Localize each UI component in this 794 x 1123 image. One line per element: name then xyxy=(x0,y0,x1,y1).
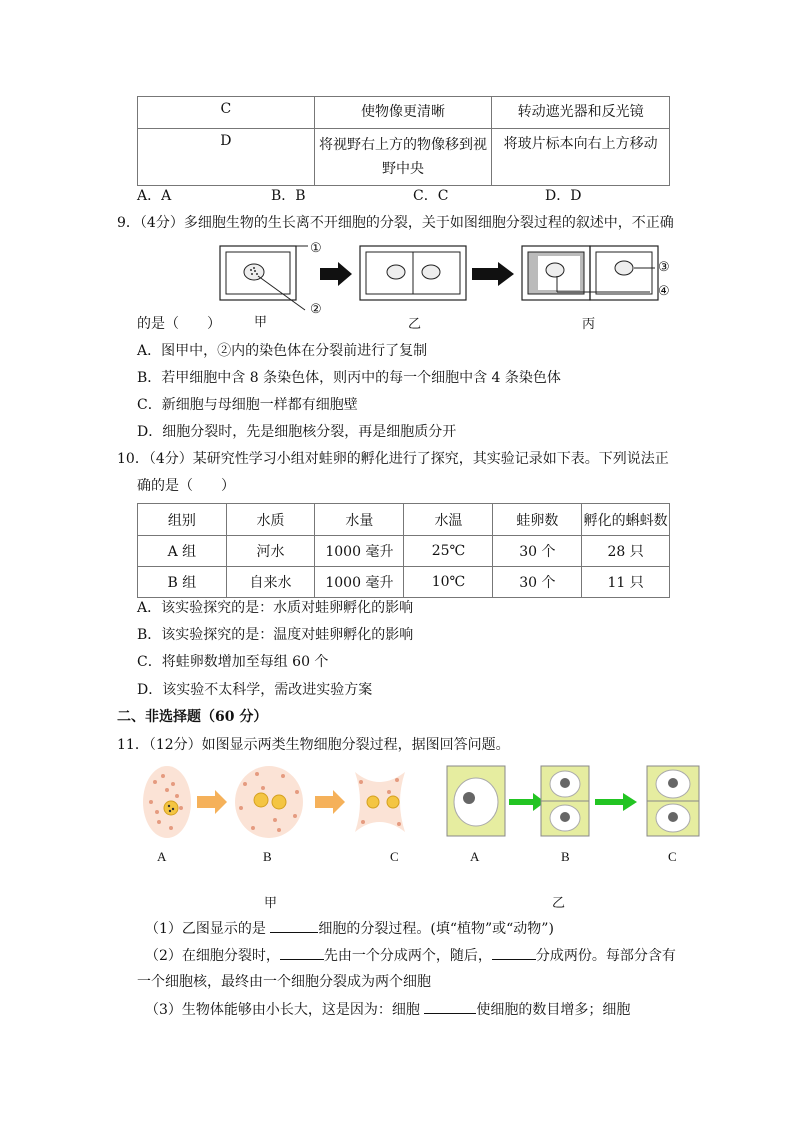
table-cell: 将玻片标本向右上方移动 xyxy=(492,129,670,186)
q9-cell-division-figure xyxy=(210,238,690,330)
table-cell: C xyxy=(138,97,315,129)
q8-option-a: A．A xyxy=(137,188,172,204)
q11-sub3 xyxy=(145,999,630,1020)
table-cell: D xyxy=(138,129,315,186)
cell-line: 将视野右上方的物像移到视 xyxy=(318,137,487,153)
q11-sub1-text: （1）乙图显示的是 xyxy=(145,921,271,937)
arrow-icon xyxy=(197,790,227,814)
caption-bing: 丙 xyxy=(582,316,596,331)
q11-stem: 11．（12分）如图显示两类生物细胞分裂过程，据图回答问题。 xyxy=(117,737,510,753)
q9-option-a: A．图甲中，②内的染色体在分裂前进行了复制 xyxy=(137,343,428,359)
table-header: 水温 xyxy=(404,504,493,536)
table-cell: 1000 毫升 xyxy=(315,536,404,567)
cell-bing xyxy=(522,246,658,300)
answer-blank[interactable] xyxy=(270,918,318,933)
q11-division-figure xyxy=(137,762,703,842)
arrow-icon xyxy=(509,793,545,811)
animal-cell-a xyxy=(143,766,191,838)
section-heading: 二、非选择题（60 分） xyxy=(117,709,268,725)
q10-option-a: A．该实验探究的是：水质对蛙卵孵化的影响 xyxy=(137,600,414,616)
q11-sub2-text: 分成两份。每部分含有 xyxy=(535,948,676,964)
caption-jia: 甲 xyxy=(264,895,278,910)
q8-table xyxy=(137,96,670,186)
table-header: 水质 xyxy=(226,504,315,536)
table-cell: 使物像更清晰 xyxy=(314,97,492,129)
arrow-icon xyxy=(472,262,514,286)
animal-cell-c xyxy=(355,772,405,832)
table-cell: 10℃ xyxy=(404,567,493,598)
q8-option-d: D．D xyxy=(545,188,582,204)
fig-label-c: C xyxy=(668,849,677,864)
table-row xyxy=(138,536,670,567)
q11-sub1 xyxy=(145,918,554,939)
q11-sub3-text: 使细胞的数目增多；细胞 xyxy=(476,1002,631,1018)
table-row xyxy=(138,567,670,598)
arrow-icon xyxy=(315,790,345,814)
caption-yi: 乙 xyxy=(408,316,422,331)
table-cell: 转动遮光器和反光镜 xyxy=(492,97,670,129)
caption-yi: 乙 xyxy=(552,895,566,910)
animal-cell-b xyxy=(235,766,303,838)
q10-option-b: B．该实验探究的是：温度对蛙卵孵化的影响 xyxy=(137,627,414,643)
table-header: 蛙卵数 xyxy=(493,504,582,536)
fig-label-c: C xyxy=(390,849,399,864)
cell-yi xyxy=(360,246,466,300)
fig-label-a: A xyxy=(157,849,167,864)
q9-option-d: D．细胞分裂时，先是细胞核分裂，再是细胞质分开 xyxy=(137,424,457,440)
q9-stem-cont: 的是（ ） xyxy=(137,316,221,332)
plant-cell-b xyxy=(541,766,589,836)
q8-option-c: C．C xyxy=(413,188,449,204)
q10-stem-cont: 确的是（ ） xyxy=(137,478,235,494)
plant-cell-a xyxy=(447,766,505,836)
q8-option-b: B．B xyxy=(271,188,306,204)
label-2: ② xyxy=(310,301,322,316)
cell-line: 野中央 xyxy=(381,161,424,177)
table-cell: 河水 xyxy=(226,536,315,567)
answer-blank[interactable] xyxy=(280,945,324,960)
label-1: ① xyxy=(310,240,322,255)
arrow-icon xyxy=(595,793,637,811)
table-cell: 25℃ xyxy=(404,536,493,567)
answer-blank[interactable] xyxy=(424,999,476,1014)
table-header: 组别 xyxy=(138,504,227,536)
caption-jia: 甲 xyxy=(254,314,268,329)
arrow-icon xyxy=(320,262,352,286)
plant-cell-c xyxy=(647,766,699,836)
q10-table xyxy=(137,503,670,598)
q10-stem: 10．（4分）某研究性学习小组对蛙卵的孵化进行了探究，其实验记录如下表。下列说法正 xyxy=(117,451,669,467)
table-cell: 11 只 xyxy=(582,567,670,598)
q11-sub2 xyxy=(145,945,676,966)
table-cell: 30 个 xyxy=(493,567,582,598)
label-3: ③ xyxy=(658,259,670,274)
q11-sub2-text: （2）在细胞分裂时， xyxy=(145,948,280,964)
q10-option-c: C．将蛙卵数增加至每组 60 个 xyxy=(137,654,329,670)
q11-sub2-text: 先由一个分成两个，随后， xyxy=(323,948,492,964)
table-cell: A 组 xyxy=(138,536,227,567)
table-cell: 自来水 xyxy=(226,567,315,598)
table-header: 孵化的蝌蚪数 xyxy=(582,504,670,536)
q9-stem: 9．（4分）多细胞生物的生长离不开细胞的分裂，关于如图细胞分裂过程的叙述中，不正确 xyxy=(117,215,674,231)
q11-sub2-cont: 一个细胞核，最终由一个细胞分裂成为两个细胞 xyxy=(137,974,431,990)
table-header: 水量 xyxy=(315,504,404,536)
fig-label-b: B xyxy=(561,849,570,864)
fig-label-b: B xyxy=(263,849,272,864)
table-cell: 28 只 xyxy=(582,536,670,567)
cell-jia xyxy=(220,246,308,310)
q11-sub3-text: （3）生物体能够由小长大，这是因为：细胞 xyxy=(145,1002,425,1018)
answer-blank[interactable] xyxy=(492,945,536,960)
q9-option-b: B．若甲细胞中含 8 条染色体，则丙中的每一个细胞中含 4 条染色体 xyxy=(137,370,561,386)
table-cell: B 组 xyxy=(138,567,227,598)
q10-option-d: D．该实验不太科学，需改进实验方案 xyxy=(137,682,373,698)
label-4: ④ xyxy=(658,283,670,298)
table-cell xyxy=(314,129,492,186)
table-cell: 30 个 xyxy=(493,536,582,567)
q11-sub1-text: 细胞的分裂过程。(填“植物”或“动物”) xyxy=(318,921,554,937)
table-cell: 1000 毫升 xyxy=(315,567,404,598)
fig-label-a: A xyxy=(470,849,480,864)
q9-option-c: C．新细胞与母细胞一样都有细胞壁 xyxy=(137,397,358,413)
